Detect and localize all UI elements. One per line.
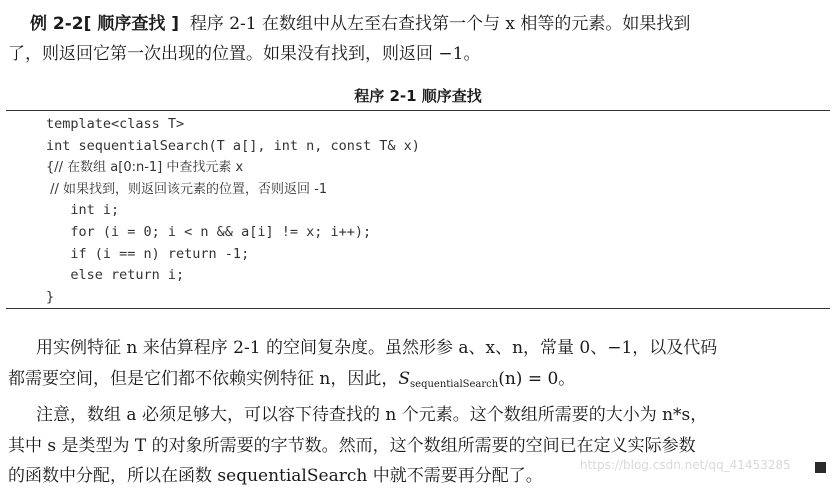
paragraph-1-text: 都需要空间，但是它们都不依赖实例特征 n，因此，: [8, 368, 399, 389]
watermark: https://blog.csdn.net/qq_41453285: [580, 458, 791, 472]
code-line: int i;: [46, 202, 120, 219]
code-comment-line: // 如果找到，则返回该元素的位置，否则返回 -1: [46, 181, 328, 197]
code-bottom-rule: [6, 308, 830, 309]
code-line: template<class T>: [46, 116, 185, 132]
paragraph-2-line-2: 其中 s 是类型为 T 的对象所需要的字节数。然而，这个数组所需要的空间已在定义实际参数: [8, 435, 696, 456]
code-block: [46, 114, 420, 308]
code-line: for (i = 0; i < n && a[i] != x; i++);: [46, 223, 372, 240]
code-line: if (i == n) return -1;: [46, 245, 250, 262]
formula-tail: (n) = 0。: [498, 368, 576, 389]
formula-variable: S: [398, 368, 411, 389]
paragraph-2-line-3: 的函数中分配，所以在函数 sequentialSearch 中就不需要再分配了。: [8, 466, 543, 486]
paragraph-2-line-1: 注意，数组 a 必须足够大，可以容下待查找的 n 个元素。这个数组所需要的大小为 n*s，: [36, 405, 708, 425]
paragraph-1-line-1: 用实例特征 n 来估算程序 2-1 的空间复杂度。虽然形参 a、x、n，常量 0、−1，以及代码: [36, 338, 718, 358]
code-comment-line: {// 在数组 a[0:n-1] 中查找元素 x: [46, 160, 244, 176]
paragraph-1-line-2: [8, 364, 830, 401]
intro-line-1: [8, 9, 830, 39]
example-label: 例 2-2[ 顺序查找 ]: [30, 14, 180, 34]
formula-subscript: sequentialSearch: [410, 378, 499, 390]
end-of-example-mark: [815, 462, 826, 473]
program-caption: 程序 2-1 顺序查找: [354, 87, 482, 105]
code-top-rule: [6, 110, 830, 111]
code-line: else return i;: [46, 267, 185, 284]
example-intro: [8, 9, 830, 69]
intro-text-1: 程序 2-1 在数组中从左至右查找第一个与 x 相等的元素。如果找到: [189, 14, 691, 34]
intro-line-2: 了，则返回它第一次出现的位置。如果没有找到，则返回 −1。: [8, 44, 481, 64]
code-line: int sequentialSearch(T a[], int n, const T& x): [46, 137, 420, 154]
code-line: }: [46, 288, 55, 305]
